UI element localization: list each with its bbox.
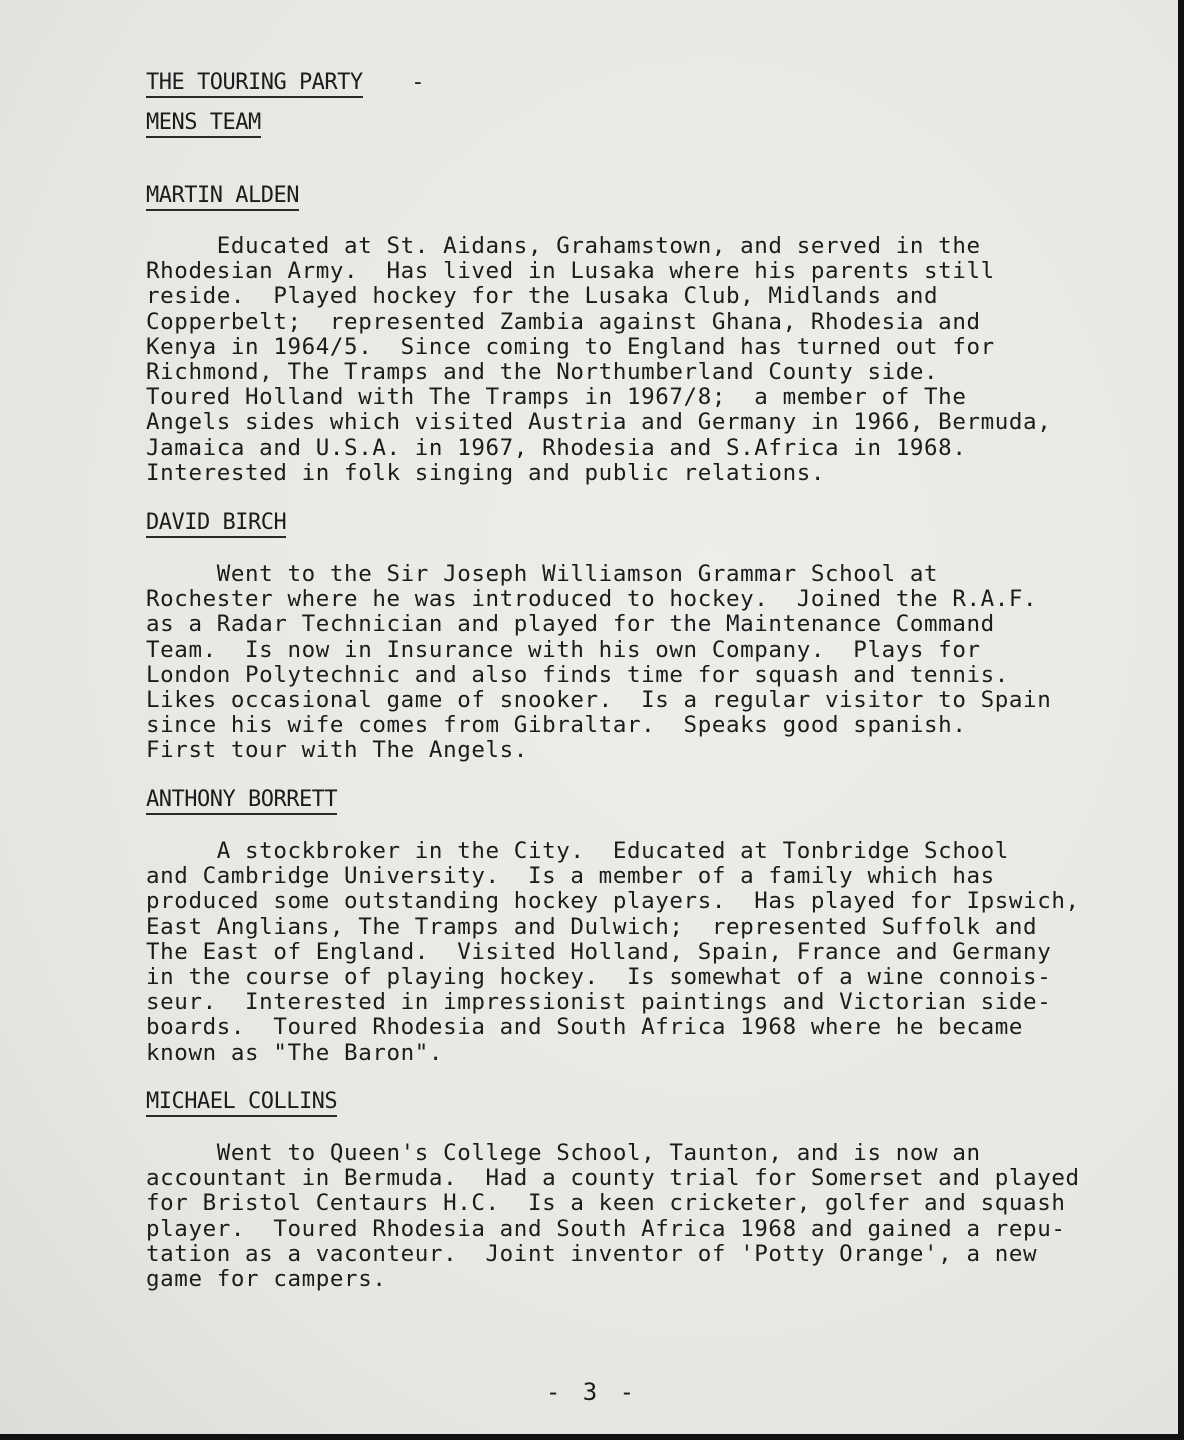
bio-line: London Polytechnic and also finds time for squash and tennis. bbox=[146, 661, 1009, 688]
entry-name-anthony-borrett: ANTHONY BORRETT bbox=[146, 787, 337, 815]
bio-line: Educated at St. Aidans, Grahamstown, and served in the bbox=[146, 233, 981, 259]
bio-line: Team. Is now in Insurance with his own Company. Plays for bbox=[146, 636, 981, 663]
bio-line: Copperbelt; represented Zambia against Ghana, Rhodesia and bbox=[146, 308, 981, 335]
entry-bio-michael-collins bbox=[146, 1141, 1146, 1292]
page-number: - 3 - bbox=[545, 1378, 639, 1406]
bio-line: for Bristol Centaurs H.C. Is a keen cricketer, golfer and squash bbox=[146, 1190, 1066, 1217]
section-subtitle: MENS TEAM bbox=[146, 110, 261, 138]
bio-line: produced some outstanding hockey players. Has played for Ipswich, bbox=[146, 888, 1080, 915]
bio-line: A stockbroker in the City. Educated at Tonbridge School bbox=[146, 838, 1009, 864]
bio-line: boards. Toured Rhodesia and South Africa 1968 where he became bbox=[146, 1014, 1024, 1041]
bio-line: accountant in Bermuda. Had a county trial for Somerset and played bbox=[146, 1165, 1080, 1192]
bio-line: game for campers. bbox=[146, 1266, 387, 1293]
entry-bio-martin-alden bbox=[146, 234, 1146, 486]
bio-line: as a Radar Technician and played for the Maintenance Command bbox=[146, 611, 995, 638]
bio-line: known as "The Baron". bbox=[146, 1039, 444, 1066]
bio-line: in the course of playing hockey. Is somewhat of a wine connois- bbox=[146, 964, 1052, 991]
bio-line: Rochester where he was introduced to hockey. Joined the R.A.F. bbox=[146, 586, 1038, 613]
bio-line: Likes occasional game of snooker. Is a regular visitor to Spain bbox=[146, 687, 1052, 714]
bio-line: since his wife comes from Gibraltar. Speaks good spanish. bbox=[146, 712, 967, 739]
document-title-suffix: - bbox=[398, 70, 425, 95]
bio-line: Toured Holland with The Tramps in 1967/8; a member of The bbox=[146, 384, 967, 411]
bio-line: player. Toured Rhodesia and South Africa 1968 and gained a repu- bbox=[146, 1215, 1066, 1242]
entry-bio-david-birch bbox=[146, 562, 1146, 764]
bio-line: Richmond, The Tramps and the Northumberland County side. bbox=[146, 359, 939, 386]
bio-line: East Anglians, The Tramps and Dulwich; represented Suffolk and bbox=[146, 913, 1038, 940]
bio-line: Went to Queen's College School, Taunton, and is now an bbox=[146, 1140, 981, 1166]
bio-line: Jamaica and U.S.A. in 1967, Rhodesia and S.Africa in 1968. bbox=[146, 434, 967, 461]
bio-line: Angels sides which visited Austria and Germany in 1966, Bermuda, bbox=[146, 409, 1052, 436]
scan-edge-bottom bbox=[0, 1434, 1184, 1440]
scan-edge-right bbox=[1178, 0, 1184, 1440]
bio-line: Interested in folk singing and public relations. bbox=[146, 459, 826, 486]
bio-line: Kenya in 1964/5. Since coming to England has turned out for bbox=[146, 333, 995, 360]
bio-line: The East of England. Visited Holland, Spain, France and Germany bbox=[146, 938, 1052, 965]
entry-name-michael-collins: MICHAEL COLLINS bbox=[146, 1089, 337, 1117]
bio-line: and Cambridge University. Is a member of a family which has bbox=[146, 863, 995, 890]
bio-line: Went to the Sir Joseph Williamson Grammar School at bbox=[146, 561, 939, 587]
entry-name-martin-alden: MARTIN ALDEN bbox=[146, 183, 299, 211]
bio-line: tation as a vaconteur. Joint inventor of 'Potty Orange', a new bbox=[146, 1240, 1038, 1267]
document-title: THE TOURING PARTY bbox=[146, 70, 363, 98]
entry-bio-anthony-borrett bbox=[146, 839, 1146, 1066]
bio-line: seur. Interested in impressionist paintings and Victorian side- bbox=[146, 989, 1052, 1016]
bio-line: Rhodesian Army. Has lived in Lusaka where his parents still bbox=[146, 258, 995, 285]
entry-name-david-birch: DAVID BIRCH bbox=[146, 510, 286, 538]
bio-line: reside. Played hockey for the Lusaka Club, Midlands and bbox=[146, 283, 939, 310]
bio-line: First tour with The Angels. bbox=[146, 737, 528, 764]
